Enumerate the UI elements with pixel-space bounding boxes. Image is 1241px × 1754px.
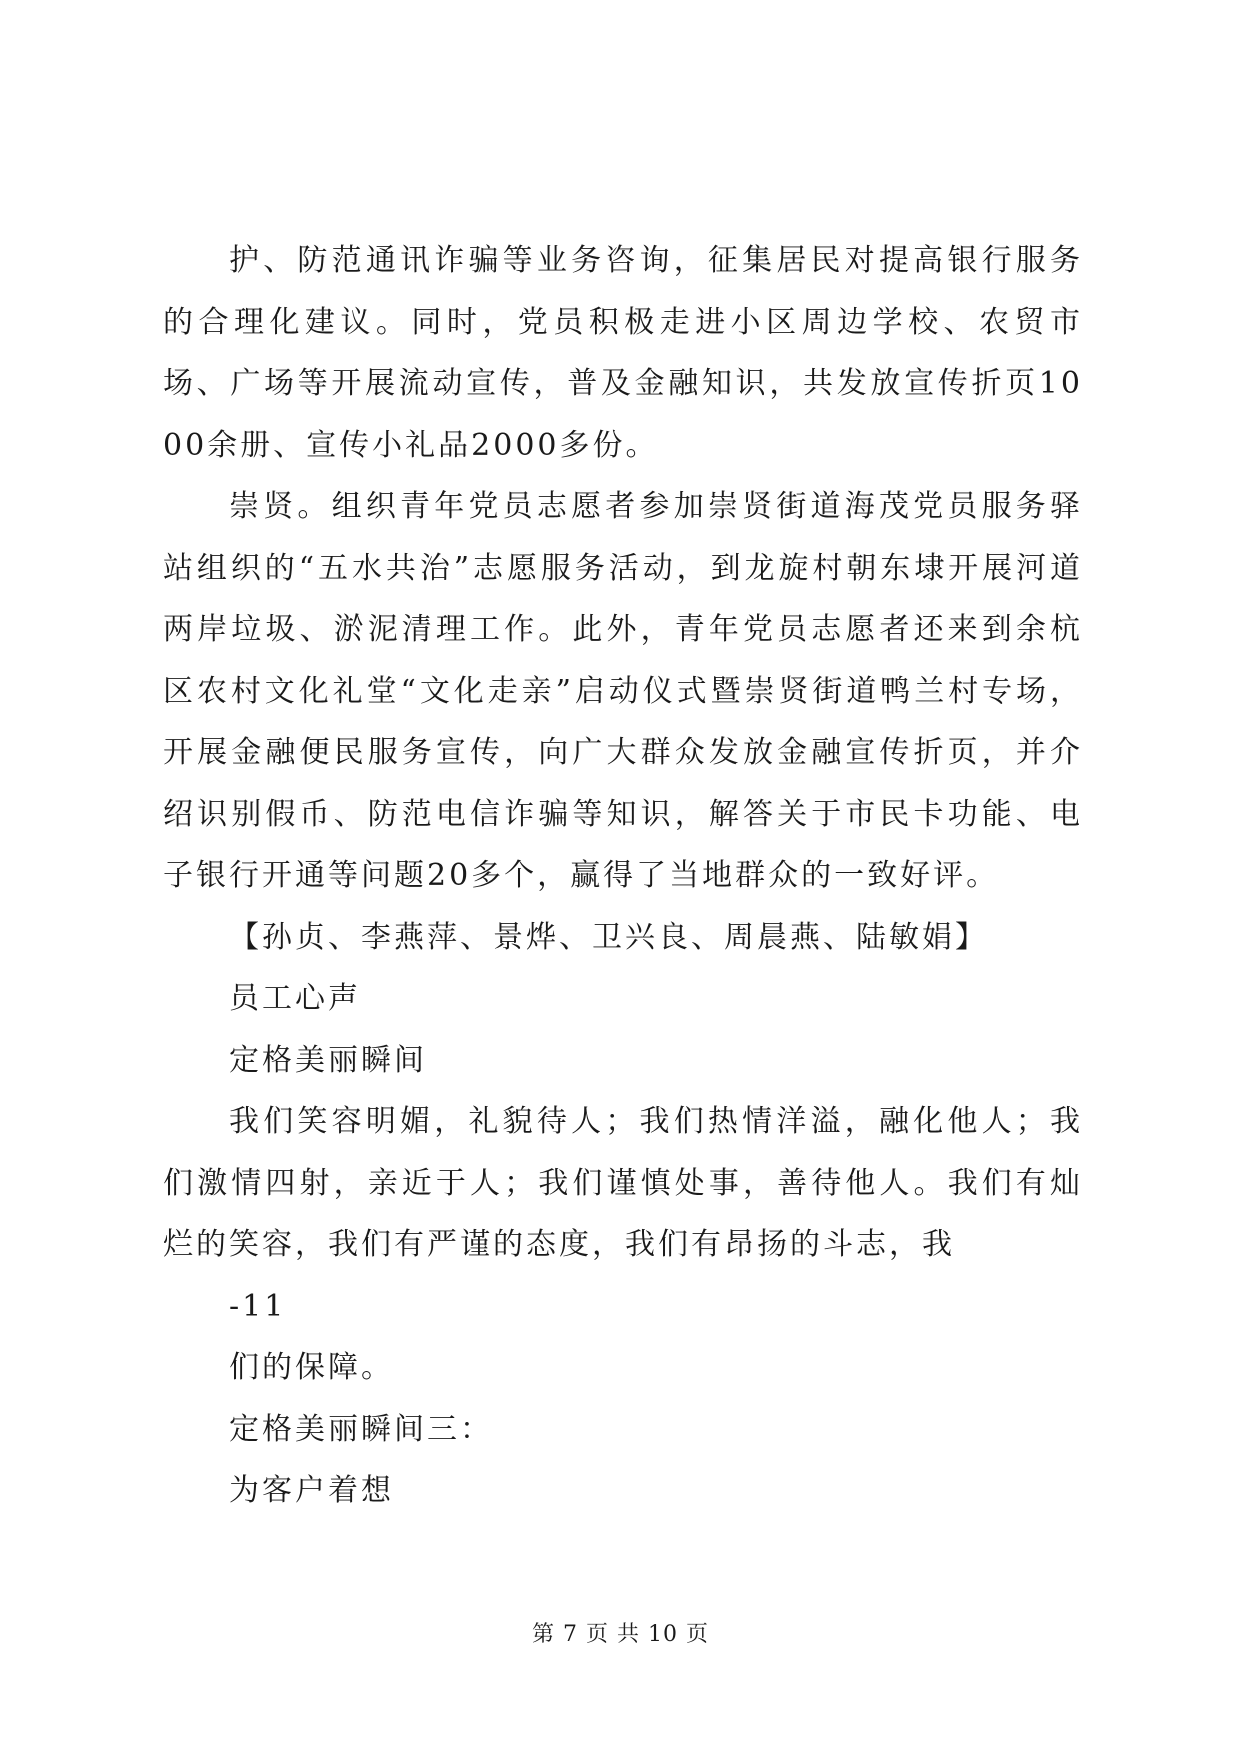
section-title: 员工心声 xyxy=(229,981,361,1016)
subtitle-3: 为客户着想 xyxy=(229,1473,394,1508)
page-footer: 第 7 页 共 10 页 xyxy=(532,1622,709,1647)
fragment-line: 们的保障。 xyxy=(229,1350,394,1385)
page-marker: -11 xyxy=(229,1288,287,1324)
body-paragraph-3: 我们笑容明媚，礼貌待人；我们热情洋溢，融化他人；我们激情四射，亲近于人；我们谨慎处事，善待他人。我们有灿烂的笑容，我们有严谨的态度，我们有昂扬的斗志，我 xyxy=(163,1104,1083,1262)
body-paragraph-1: 护、防范通讯诈骗等业务咨询，征集居民对提高银行服务的合理化建议。同时，党员积极走进小区周边学校、农贸市场、广场等开展流动宣传，普及金融知识，共发放宣传折页1000余册、宣传小礼品2000多份。 xyxy=(163,243,1083,463)
document-body xyxy=(163,230,1083,1522)
names-line: 【孙贞、李燕萍、景烨、卫兴良、周晨燕、陆敏娟】 xyxy=(229,919,988,955)
subtitle-1: 定格美丽瞬间 xyxy=(229,1042,427,1078)
subtitle-2: 定格美丽瞬间三： xyxy=(229,1411,493,1447)
body-paragraph-2: 崇贤。组织青年党员志愿者参加崇贤街道海茂党员服务驿站组织的“五水共治”志愿服务活动，到龙旋村朝东埭开展河道两岸垃圾、淤泥清理工作。此外，青年党员志愿者还来到余杭区农村文化礼堂“文化走亲”启动仪式暨崇贤街道鸭兰村专场，开展金融便民服务宣传，向广大群众发放金融宣传折页，并介绍识别假币、防范电信诈骗等知识，解答关于市民卡功能、电子银行开通等问题20多个，赢得了当地群众的一致好评。 xyxy=(163,489,1083,893)
